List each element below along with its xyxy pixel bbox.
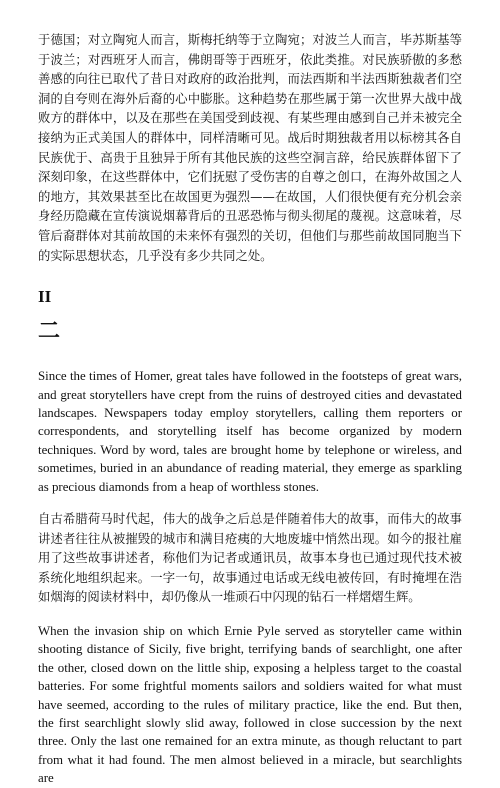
english-paragraph-homer: Since the times of Homer, great tales have followed in the footsteps of great wars, and great storytellers have crept from the ruins of destroyed cities and devastated landscapes. Newspapers today employ storytellers, calling them reporters or correspondents, and storytelling itself has become organized by modern techniques. Word by word, tales are brought home by telephone or wireless, and sometimes, buried in an abundance of reading material, they emerge as sparkling as precious diamonds from a heap of worthless stones. <box>38 369 462 494</box>
document-page <box>38 31 462 788</box>
chinese-paragraph-intro: 于德国；对立陶宛人而言，斯梅托纳等于立陶宛；对波兰人而言，毕苏斯基等于波兰；对西班牙人而言，佛朗哥等于西班牙，依此类推。对民族骄傲的多愁善感的向往已取代了昔日对政府的政治批判，而法西斯和半法西斯独裁者们空洞的自夸则在海外后裔的心中膨胀。这种趋势在那些属于第一次世界大战中战败方的群体中，以及在那些在美国受到歧视、有某些理由感到自己并未被完全接纳为正式美国人的群体中，同样清晰可见。战后时期独裁者用以标榜其各自民族优于、高贵于且独异于所有其他民族的这些空洞言辞，给民族群体留下了深刻印象，在这些群体中，它们抚慰了受伤害的自尊之创口，在海外故国之人的地方，其效果甚至比在故国更为强烈——在故国，人们很快便有充分机会亲身经历隐藏在宣传演说烟幕背后的丑恶恐怖与彻头彻尾的蔑视。这意味着，尽管后裔群体对其前故国的未来怀有强烈的关切，但他们与那些前故国同胞当下的实际思想状态，几乎没有多少共同之处。 <box>38 33 462 263</box>
section-heading-roman: II <box>38 287 52 307</box>
section-heading-chinese: 二 <box>38 319 61 345</box>
english-paragraph-ernie-pyle: When the invasion ship on which Ernie Pyle served as storyteller came within shooting distance of Sicily, five bright, terrifying bands of searchlight, one after the other, closed down on the little ship, exposing a helpless target to the coastal batteries. For some frightful moments sailors and soldiers waited for what must have seemed, according to the rules of military practice, like the end. But then, the first searchlight slowly slid away, followed in close succession by the next three. Only the last one remained for an extra minute, as though reluctant to part from what it had found. The men almost believed in a miracle, but searchlights are <box>38 623 462 786</box>
chinese-paragraph-homer: 自古希腊荷马时代起，伟大的战争之后总是伴随着伟大的故事，而伟大的故事讲述者往往从被摧毁的城市和满目疮痍的大地废墟中悄然出现。如今的报社雇用了这些故事讲述者，称他们为记者或通讯员，故事本身也已通过现代技术被系统化地组织起来。一字一句，故事通过电话或无线电被传回，有时掩埋在浩如烟海的阅读材料中，却仍像从一堆顽石中闪现的钻石一样熠熠生辉。 <box>38 511 462 605</box>
